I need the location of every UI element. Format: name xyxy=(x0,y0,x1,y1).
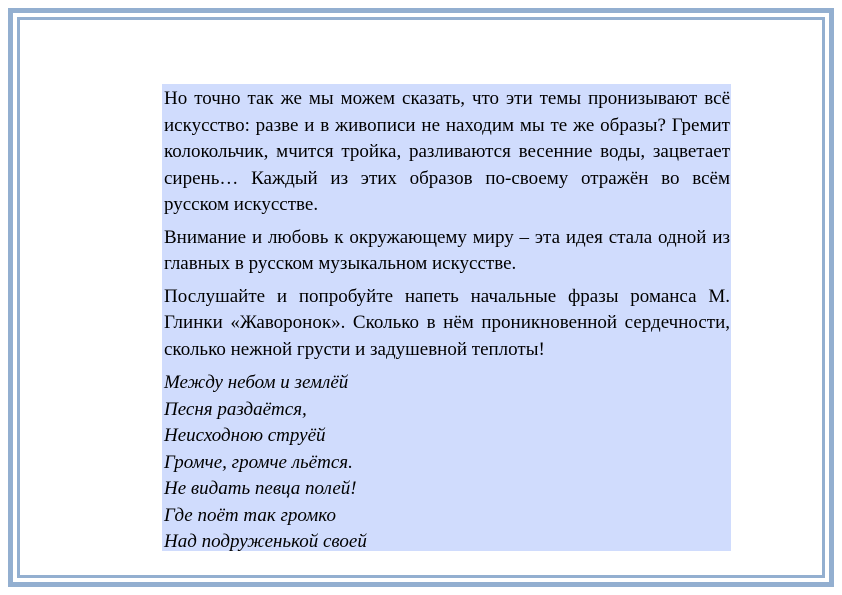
verse-line: Громче, громче льётся. xyxy=(164,451,353,473)
paragraph-glinka-romance: Послушайте и попробуйте напеть начальные фразы романса М. Глинки «Жаворонок». Сколько в нём проникновенной сердечности, сколько нежной грусти и задушевной теплоты! xyxy=(164,285,730,360)
paragraph-love-of-world: Внимание и любовь к окружающему миру – эта идея стала одной из главных в русском музыкальном искусстве. xyxy=(164,226,730,274)
verse-line: Неисходною струёй xyxy=(164,425,326,446)
text-content-box xyxy=(162,84,731,551)
verse-line: Над подруженькой своей xyxy=(164,531,367,552)
verse-line: Не видать певца полей! xyxy=(164,478,357,499)
verse-line: Песня раздаётся, xyxy=(164,398,307,420)
verse-line: Где поёт так громко xyxy=(164,504,336,526)
verse-block xyxy=(164,370,730,556)
paragraph-themes: Но точно так же мы можем сказать, что эти темы пронизывают всё искусство: разве и в живописи не находим мы те же образы? Гремит колокольчик, мчится тройка, разливаются весенние воды, зацветает сирень… Каждый из этих образов по-своему отражён во всём русском искусстве. xyxy=(164,88,730,215)
verse-line: Между небом и землёй xyxy=(164,372,349,393)
